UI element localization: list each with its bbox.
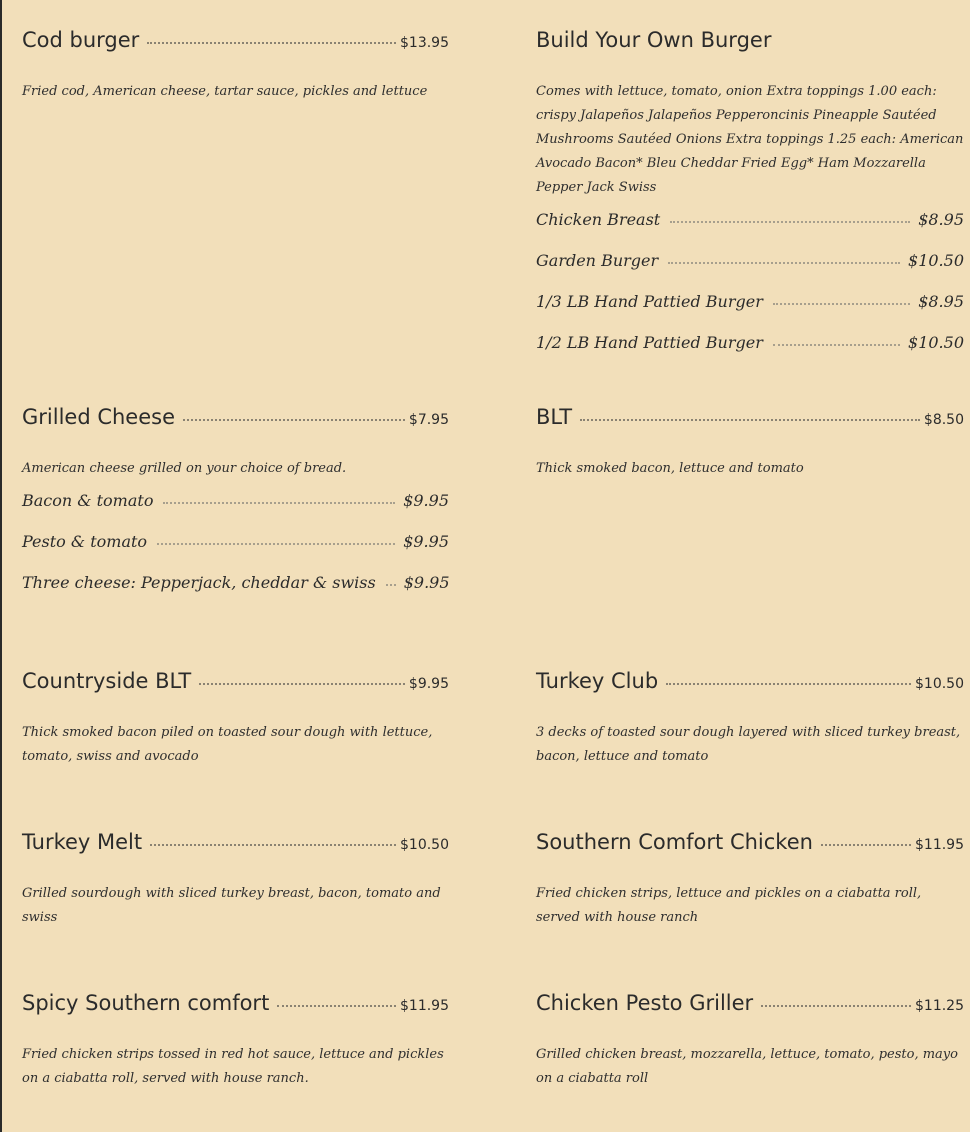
option-name: Bacon & tomato xyxy=(22,491,154,510)
menu-item-countryside-blt xyxy=(22,669,449,769)
item-header xyxy=(22,405,449,445)
item-title: Cod burger xyxy=(22,28,140,52)
item-description: 3 decks of toasted sour dough layered with sliced turkey breast, bacon, lettuce and tomato xyxy=(536,725,961,764)
option-price: $10.50 xyxy=(908,333,964,352)
option-price: $9.95 xyxy=(403,491,449,510)
option-row xyxy=(22,573,449,614)
item-description: Fried cod, American cheese, tartar sauce, pickles and lettuce xyxy=(22,84,428,99)
menu-item-grilled-cheese xyxy=(22,405,449,614)
option-price: $10.50 xyxy=(908,251,964,270)
dot-leader xyxy=(773,344,900,346)
dot-leader xyxy=(668,262,900,264)
item-title: BLT xyxy=(536,405,573,429)
dot-leader xyxy=(183,419,405,421)
dot-leader xyxy=(147,42,396,44)
option-name: Garden Burger xyxy=(536,251,659,270)
option-name: 1/3 LB Hand Pattied Burger xyxy=(536,292,763,311)
dot-leader xyxy=(761,1005,911,1007)
item-header xyxy=(22,830,449,870)
dot-leader xyxy=(821,844,911,846)
menu-item-chicken-pesto-griller xyxy=(536,991,964,1091)
option-list xyxy=(22,491,449,614)
item-price: $10.50 xyxy=(400,837,449,853)
item-header xyxy=(536,991,964,1031)
item-header xyxy=(536,28,964,68)
option-name: Three cheese: Pepperjack, cheddar & swiss xyxy=(22,573,376,592)
item-title: Turkey Melt xyxy=(22,830,143,854)
option-name: Pesto & tomato xyxy=(22,532,148,551)
menu-item-southern-comfort-chicken xyxy=(536,830,964,930)
item-header xyxy=(536,830,964,870)
item-price: $13.95 xyxy=(400,35,449,51)
item-title: Countryside BLT xyxy=(22,669,192,693)
item-title: Southern Comfort Chicken xyxy=(536,830,813,854)
dot-leader xyxy=(157,543,395,545)
option-list xyxy=(536,210,964,374)
option-row xyxy=(536,333,964,374)
item-header xyxy=(22,28,449,68)
item-header xyxy=(536,405,964,445)
option-price: $9.95 xyxy=(403,532,449,551)
option-name: Chicken Breast xyxy=(536,210,661,229)
option-price: $8.95 xyxy=(918,210,964,229)
item-price: $8.50 xyxy=(923,412,964,428)
item-description: Grilled chicken breast, mozzarella, lettuce, tomato, pesto, mayo on a ciabatta roll xyxy=(536,1047,958,1086)
option-row xyxy=(536,292,964,333)
menu-item-turkey-melt xyxy=(22,830,449,930)
option-row xyxy=(536,210,964,251)
item-description: Thick smoked bacon piled on toasted sour dough with lettuce, tomato, swiss and avocado xyxy=(22,725,433,764)
dot-leader xyxy=(670,221,910,223)
dot-leader xyxy=(386,584,396,586)
menu-item-turkey-club xyxy=(536,669,964,769)
dot-leader xyxy=(199,683,405,685)
item-title: Turkey Club xyxy=(536,669,659,693)
option-name: 1/2 LB Hand Pattied Burger xyxy=(536,333,763,352)
item-price: $11.95 xyxy=(400,998,449,1014)
option-price: $9.95 xyxy=(403,573,450,592)
menu-item-blt xyxy=(536,405,964,481)
item-price: $11.25 xyxy=(915,998,964,1014)
item-price: $10.50 xyxy=(915,676,964,692)
dot-leader xyxy=(277,1005,396,1007)
option-row xyxy=(22,491,449,532)
item-header xyxy=(22,991,449,1031)
item-description: Fried chicken strips tossed in red hot sauce, lettuce and pickles on a ciabatta roll, served with house ranch. xyxy=(22,1047,444,1086)
dot-leader xyxy=(580,419,920,421)
option-row xyxy=(536,251,964,292)
menu-item-spicy-southern-comfort xyxy=(22,991,449,1091)
menu-item-cod-burger xyxy=(22,28,449,104)
item-title: Chicken Pesto Griller xyxy=(536,991,754,1015)
dot-leader xyxy=(666,683,911,685)
item-description: Comes with lettuce, tomato, onion Extra toppings 1.00 each: crispy Jalapeños Jalapeños Pepperoncinis Pineapple Sautéed Mushrooms Sautéed Onions Extra toppings 1.25 each: American Avocado Bacon* Bleu Cheddar Fried Egg* Ham Mozzarella Pepper Jack Swiss xyxy=(536,84,964,195)
item-price: $7.95 xyxy=(408,412,449,428)
item-description: Grilled sourdough with sliced turkey breast, bacon, tomato and swiss xyxy=(22,886,441,925)
item-description: American cheese grilled on your choice of bread. xyxy=(22,461,347,476)
option-row xyxy=(22,532,449,573)
item-header xyxy=(22,669,449,709)
dot-leader xyxy=(773,303,910,305)
item-price: $11.95 xyxy=(915,837,964,853)
dot-leader xyxy=(163,502,395,504)
item-description: Thick smoked bacon, lettuce and tomato xyxy=(536,461,804,476)
item-description: Fried chicken strips, lettuce and pickles on a ciabatta roll, served with house ranch xyxy=(536,886,922,925)
item-title: Spicy Southern comfort xyxy=(22,991,270,1015)
item-header xyxy=(536,669,964,709)
menu-item-build-your-own-burger xyxy=(536,28,964,374)
dot-leader xyxy=(150,844,396,846)
item-title: Build Your Own Burger xyxy=(536,28,772,52)
item-title: Grilled Cheese xyxy=(22,405,176,429)
item-price: $9.95 xyxy=(408,676,449,692)
option-price: $8.95 xyxy=(918,292,964,311)
